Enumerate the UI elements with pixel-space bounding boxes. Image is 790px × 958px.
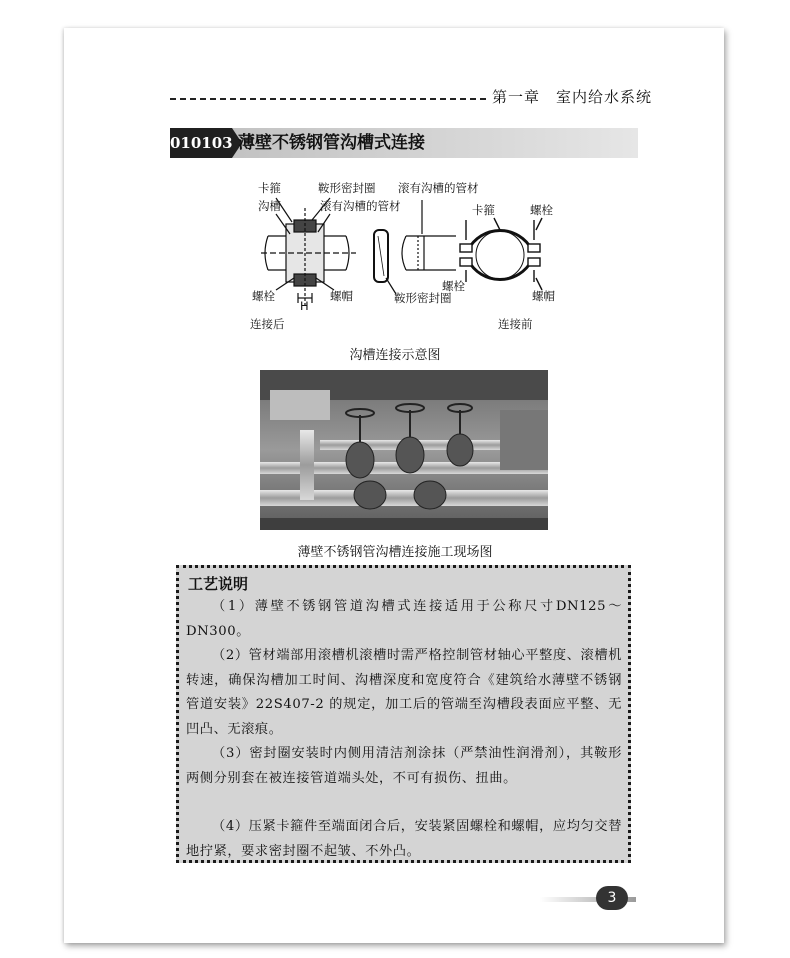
page-number: 3 — [596, 886, 628, 910]
label-nut-right: 螺帽 — [532, 289, 555, 303]
label-saddle-seal-bottom: 鞍形密封圈 — [394, 291, 452, 305]
label-after: 连接后 — [250, 317, 285, 331]
label-grooved-pipe-left: 滚有沟槽的管材 — [320, 199, 401, 213]
groove-connection-diagram — [246, 178, 566, 338]
photo-caption: 薄壁不锈钢管沟槽连接施工现场图 — [297, 545, 493, 560]
label-before: 连接前 — [498, 317, 533, 331]
label-h: H — [300, 299, 309, 313]
site-photo — [260, 370, 548, 530]
label-saddle-seal-top: 鞍形密封圈 — [318, 181, 376, 195]
clamp-exploded-figure — [460, 218, 542, 290]
label-nut: 螺帽 — [330, 289, 353, 303]
label-groove: 沟槽 — [258, 199, 281, 213]
section-title: 薄壁不锈钢管沟槽式连接 — [238, 133, 425, 153]
process-title: 工艺说明 — [188, 575, 249, 593]
process-paragraph-3: （3）密封圈安装时内侧用清洁剂涂抹（严禁油性润滑剂），其鞍形两侧分别套在被连接管道端头处，不可有损伤、扭曲。 — [186, 746, 622, 786]
label-bolt-right2: 螺栓 — [442, 279, 465, 293]
label-bolt-right: 螺栓 — [530, 203, 553, 217]
process-paragraph-1: （1）薄壁不锈钢管道沟槽式连接适用于公称尺寸DN125～DN300。 — [186, 599, 622, 639]
diagram-caption: 沟槽连接示意图 — [349, 348, 441, 363]
header-rule — [170, 98, 486, 100]
label-clamp: 卡箍 — [258, 181, 281, 195]
process-paragraph-2: （2）管材端部用滚槽机滚槽时需严格控制管材轴心平整度、滚槽机转速，确保沟槽加工时间、沟槽深度和宽度符合《建筑给水薄壁不锈钢管道安装》22S407-2 的规定，加工后的管端至沟槽段表面应平整、无凹凸、无滚痕。 — [186, 648, 622, 737]
label-grooved-pipe-top: 滚有沟槽的管材 — [398, 181, 479, 195]
process-paragraph-4: （4）压紧卡箍件至端面闭合后，安装紧固螺栓和螺帽，应均匀交替地拧紧，要求密封圈不起皱、不外凸。 — [186, 819, 622, 859]
chapter-header: 第一章 室内给水系统 — [492, 88, 653, 106]
label-bolt: 螺栓 — [252, 289, 275, 303]
section-code: 010103 — [170, 128, 232, 158]
label-clamp-right: 卡箍 — [472, 203, 495, 217]
